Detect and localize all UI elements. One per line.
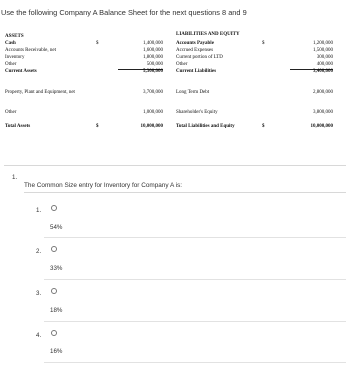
asset-value: 1,000,000	[143, 110, 163, 115]
instructions-text: Use the following Company A Balance Sheet for the next questions 8 and 9	[1, 8, 247, 17]
liability-label: Other	[176, 62, 188, 67]
asset-value: 1,800,000	[143, 55, 163, 60]
asset-value: 5,300,000	[143, 69, 163, 74]
asset-currency: $	[96, 124, 99, 129]
asset-label: Other	[5, 62, 17, 67]
option-number: 1.	[36, 207, 42, 214]
option-number: 3.	[36, 290, 42, 297]
option-label: 18%	[50, 307, 63, 314]
option-number: 2.	[36, 248, 42, 255]
liability-value: 300,000	[316, 55, 333, 60]
asset-label: Total Assets	[5, 124, 31, 129]
liability-label: Accrued Expenses	[176, 48, 214, 53]
asset-label: Current Assets	[5, 69, 37, 74]
option-label: 16%	[50, 348, 63, 355]
asset-label: Inventory	[5, 55, 25, 60]
liability-value: 3,800,000	[313, 110, 333, 115]
liability-value: 3,400,000	[313, 69, 333, 74]
liability-label: Long Term Debt	[176, 90, 210, 95]
asset-value: 3,700,000	[143, 90, 163, 95]
asset-label: Other	[5, 110, 17, 115]
question-number: 1.	[12, 174, 18, 181]
option-label: 54%	[50, 224, 63, 231]
liability-currency: $	[262, 41, 265, 46]
divider	[24, 192, 346, 193]
divider	[44, 279, 346, 280]
option-number: 4.	[36, 332, 42, 339]
liability-value: 400,000	[290, 62, 333, 70]
asset-label: Cash	[5, 41, 16, 46]
liability-label: Current portion of LTD	[176, 55, 223, 60]
assets-header: ASSETS	[5, 34, 24, 39]
divider	[44, 237, 346, 238]
option-radio-3[interactable]	[51, 288, 57, 294]
divider	[44, 362, 346, 363]
liability-label: Current Liabilities	[176, 69, 217, 74]
liability-value: 1,200,000	[313, 41, 333, 46]
option-radio-4[interactable]	[51, 330, 57, 336]
liability-label: Accounts Payable	[176, 41, 214, 46]
option-label: 33%	[50, 265, 63, 272]
balance-sheet	[0, 30, 350, 164]
asset-currency: $	[96, 41, 99, 46]
liability-currency: $	[262, 124, 265, 129]
question-text: The Common Size entry for Inventory for Company A is:	[24, 182, 183, 189]
liability-label: Shareholder's Equity	[176, 110, 218, 115]
liability-value: 2,800,000	[313, 90, 333, 95]
option-radio-2[interactable]	[51, 246, 57, 252]
liability-value: 1,500,000	[313, 48, 333, 53]
divider	[4, 165, 346, 166]
asset-value: 1,600,000	[143, 48, 163, 53]
liabilities-header: LIABILITIES AND EQUITY	[176, 32, 240, 37]
liability-value: 10,000,000	[310, 124, 333, 129]
liability-label: Total Liabilities and Equity	[176, 124, 235, 129]
asset-value: 10,000,000	[140, 124, 163, 129]
divider	[44, 321, 346, 322]
option-radio-1[interactable]	[51, 205, 57, 211]
asset-value: 500,000	[118, 62, 163, 70]
asset-label: Property, Plant and Equipment, net	[5, 90, 75, 95]
asset-value: 1,400,000	[143, 41, 163, 46]
asset-label: Accounts Receivable, net	[5, 48, 56, 53]
